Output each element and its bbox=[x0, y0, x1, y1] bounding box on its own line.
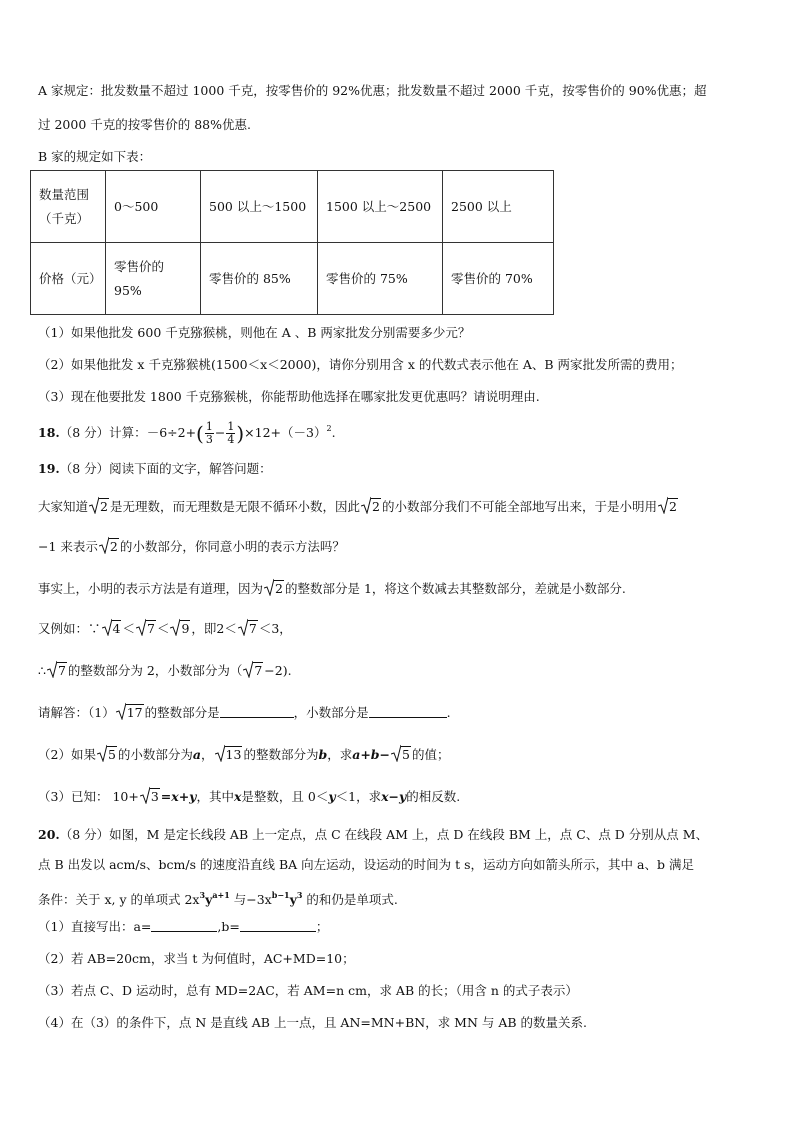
radicand: 7 bbox=[57, 663, 66, 678]
q19-l1-b: 是无理数，而无理数是无限不循环小数，因此 bbox=[109, 499, 360, 514]
q19-line-8 bbox=[38, 788, 460, 806]
radical-sign bbox=[102, 618, 112, 636]
q19-line-6 bbox=[38, 704, 451, 722]
answer-blank-integer-part[interactable] bbox=[220, 705, 294, 718]
price-0-line-2: 95% bbox=[114, 282, 142, 298]
q19-l6-a: 请解答：（1） bbox=[38, 705, 115, 720]
var-a: a bbox=[192, 747, 202, 762]
sqrt-7 bbox=[238, 620, 258, 638]
q20-l3-b: y bbox=[205, 892, 213, 907]
answer-blank-decimal-part[interactable] bbox=[369, 705, 447, 718]
q20-part-1 bbox=[38, 918, 328, 936]
q19-l5-c: −2). bbox=[264, 663, 292, 678]
radical-sign bbox=[170, 618, 180, 636]
q19-l8-e: 是整数，且 0＜ bbox=[241, 789, 329, 804]
table-cell-price-2: 零售价的 75% bbox=[318, 243, 443, 315]
q19-l1-c: 的小数部分我们不可能全部地写出来，于是小明用 bbox=[381, 499, 657, 514]
q19-l7-d: 的整数部分为 bbox=[243, 747, 319, 762]
var-x: x bbox=[233, 789, 242, 804]
q19-l5-a: ∴ bbox=[38, 663, 46, 678]
q20-l1: （8 分）如图，M 是定长线段 AB 上一定点，点 C 在线段 AM 上，点 D 在线段 BM 上，点 C、点 D 分别从点 M、 bbox=[59, 827, 709, 842]
radicand: 2 bbox=[275, 581, 283, 596]
radical-sign bbox=[136, 618, 146, 636]
q19-l4-a: 又例如：∵ bbox=[38, 621, 101, 636]
q19-l1-a: 大家知道 bbox=[38, 499, 89, 514]
q18-score: （8 分）计算： bbox=[59, 425, 147, 440]
sqrt-13 bbox=[215, 746, 243, 764]
q20-part-4: （4）在（3）的条件下，点 N 是直线 AB 上一点，且 AN=MN+BN，求 MN 与 AB 的数量关系. bbox=[38, 1015, 588, 1030]
q19-line-2 bbox=[38, 538, 345, 556]
sqrt-7 bbox=[47, 662, 67, 680]
q19-l6-b: 的整数部分是 bbox=[144, 705, 220, 720]
radicand: 3 bbox=[150, 789, 159, 804]
sqrt-2 bbox=[264, 580, 284, 598]
radicand: 2 bbox=[371, 499, 380, 514]
q20-p1-b: ,b= bbox=[217, 919, 240, 934]
radical-sign bbox=[264, 578, 274, 596]
q19-l6-c: ，小数部分是 bbox=[293, 705, 369, 720]
q20-part-2: （2）若 AB=20cm，求当 t 为何值时，AC+MD=10； bbox=[38, 951, 355, 966]
radical-sign bbox=[116, 702, 126, 720]
radicand: 9 bbox=[181, 621, 190, 636]
var-y: y bbox=[328, 789, 336, 804]
radical-sign bbox=[140, 786, 150, 804]
b-price-table bbox=[30, 170, 554, 315]
radical-sign bbox=[99, 536, 109, 554]
q20-l3-e: 的和仍是单项式. bbox=[302, 892, 398, 907]
radical-sign bbox=[361, 496, 371, 514]
header-label-line-1: 数量范围 bbox=[39, 186, 90, 202]
table-cell-range-2: 1500 以上～2500 bbox=[318, 171, 443, 243]
q18-expr-b: ×12+（－3） bbox=[244, 425, 327, 440]
q19-l8-a: （3）已知： bbox=[38, 789, 109, 804]
q19-l7-c: ， bbox=[201, 747, 214, 762]
table-cell-range-0: 0～500 bbox=[106, 171, 201, 243]
a-rule-line-1: A 家规定：批发数量不超过 1000 千克，按零售价的 92%优惠；批发数量不超过 2000 千克，按零售价的 90%优惠；超 bbox=[38, 83, 707, 98]
header-label-line-2: （千克） bbox=[39, 210, 90, 226]
answer-blank-b[interactable] bbox=[240, 919, 316, 932]
answer-blank-a[interactable] bbox=[151, 919, 217, 932]
q19-l8-b: 10+ bbox=[112, 789, 139, 804]
sqrt-7 bbox=[136, 620, 156, 638]
q19-number: 19. bbox=[38, 461, 60, 476]
q19-l4-e: 2＜ bbox=[216, 621, 237, 636]
expr-x-minus-y: x−y bbox=[381, 789, 407, 804]
q20-l3-sup1: 3 bbox=[199, 890, 206, 900]
q19-l6-d: . bbox=[446, 705, 451, 720]
q19-l4-b: ＜ bbox=[122, 621, 135, 636]
radicand: 7 bbox=[254, 663, 263, 678]
q19-line-7 bbox=[38, 746, 450, 764]
table-cell-price-1: 零售价的 85% bbox=[201, 243, 318, 315]
radicand: 5 bbox=[402, 747, 410, 762]
q18-line bbox=[38, 420, 336, 446]
q19-l7-e: ，求 bbox=[327, 747, 353, 762]
sqrt-2 bbox=[89, 498, 109, 516]
q18-minus: − bbox=[214, 425, 226, 440]
q19-line-4 bbox=[38, 620, 292, 638]
sqrt-17 bbox=[116, 704, 144, 722]
q18-close-paren: ) bbox=[236, 421, 245, 446]
q19-line-5 bbox=[38, 662, 292, 680]
q18-open-paren: ( bbox=[196, 421, 204, 446]
q19-l2-a: −1 来表示 bbox=[38, 539, 98, 554]
q19-l4-d: ，即 bbox=[191, 621, 217, 636]
a-rule-line-2: 过 2000 千克的按零售价的 88%优惠. bbox=[38, 117, 251, 132]
q19-header-line bbox=[38, 460, 272, 478]
sqrt-2 bbox=[658, 498, 678, 516]
frac1-numerator: 1 bbox=[205, 420, 213, 433]
q19-l4-c: ＜ bbox=[156, 621, 170, 636]
price-0-line-1: 零售价的 bbox=[114, 258, 165, 274]
q20-p1-a: （1）直接写出：a= bbox=[38, 919, 152, 934]
q18-fraction-1 bbox=[205, 421, 214, 446]
table-header-price: 价格（元） bbox=[31, 243, 106, 315]
table-row-price bbox=[31, 243, 554, 315]
q19-line-1 bbox=[38, 498, 679, 516]
q19-line-3 bbox=[38, 580, 626, 598]
radicand: 13 bbox=[225, 747, 242, 762]
q20-l3-sup2: a+1 bbox=[212, 890, 230, 900]
q20-line-1 bbox=[38, 826, 708, 844]
q19-l8-g: 的相反数. bbox=[406, 789, 461, 804]
q19-l8-d: ，其中 bbox=[196, 789, 234, 804]
q18-number: 18. bbox=[38, 425, 60, 440]
q18-expr-a: －6÷2+ bbox=[146, 425, 197, 440]
table-cell-range-1: 500 以上～1500 bbox=[201, 171, 318, 243]
frac1-denominator: 3 bbox=[205, 433, 213, 446]
radicand: 2 bbox=[109, 539, 118, 554]
q20-l3-a: 条件：关于 x, y 的单项式 2x bbox=[38, 892, 200, 907]
var-b: b bbox=[318, 747, 328, 762]
q19-header: （8 分）阅读下面的文字，解答问题： bbox=[59, 461, 272, 476]
q20-l3-c: 与−3x bbox=[229, 892, 272, 907]
table-cell-price-0 bbox=[106, 243, 201, 315]
b-rule-title: B 家的规定如下表： bbox=[38, 149, 152, 164]
sqrt-5 bbox=[391, 746, 411, 764]
radical-sign bbox=[658, 496, 668, 514]
radical-sign bbox=[215, 744, 225, 762]
sqrt-2 bbox=[99, 538, 119, 556]
frac2-numerator: 1 bbox=[227, 420, 235, 433]
q19-l7-b: 的小数部分为 bbox=[117, 747, 193, 762]
q17-part-2: （2）如果他批发 x 千克猕猴桃(1500＜x＜2000)，请你分别用含 x 的代数式表示他在 A、B 两家批发所需的费用； bbox=[38, 357, 683, 372]
radical-sign bbox=[243, 660, 253, 678]
q20-p1-c: ； bbox=[315, 919, 329, 934]
radicand: 7 bbox=[248, 621, 257, 636]
radicand: 17 bbox=[126, 705, 143, 720]
q18-fraction-2 bbox=[226, 421, 235, 446]
sqrt-9 bbox=[170, 620, 190, 638]
radicand: 7 bbox=[146, 621, 155, 636]
q19-l8-f: ＜1，求 bbox=[335, 789, 382, 804]
q19-l4-f: ＜3， bbox=[258, 621, 292, 636]
q19-l3-a: 事实上，小明的表示方法是有道理，因为 bbox=[38, 581, 264, 596]
sqrt-5 bbox=[97, 746, 117, 764]
table-cell-range-3: 2500 以上 bbox=[443, 171, 554, 243]
sqrt-3 bbox=[140, 788, 160, 806]
radicand: 5 bbox=[107, 747, 116, 762]
q20-line-3 bbox=[38, 886, 398, 909]
q20-number: 20. bbox=[38, 827, 60, 842]
radicand: 2 bbox=[100, 499, 108, 514]
table-header-quantity bbox=[31, 171, 106, 243]
q19-l2-b: 的小数部分，你同意小明的表示方法吗？ bbox=[119, 539, 345, 554]
radical-sign bbox=[97, 744, 107, 762]
q19-l7-a: （2）如果 bbox=[38, 747, 96, 762]
q20-l3-d: y bbox=[289, 892, 297, 907]
radical-sign bbox=[47, 660, 57, 678]
q20-line-2: 点 B 出发以 acm/s、bcm/s 的速度沿直线 BA 向左运动，设运动的时间为 t s，运动方向如箭头所示，其中 a、b 满足 bbox=[38, 857, 694, 872]
table-cell-price-3: 零售价的 70% bbox=[443, 243, 554, 315]
q20-l3-sup3: b−1 bbox=[271, 890, 290, 900]
expr-a-plus-b: a+b− bbox=[352, 747, 391, 762]
sqrt-7 bbox=[243, 662, 263, 680]
table-row-quantity bbox=[31, 171, 554, 243]
q17-part-1: （1）如果他批发 600 千克猕猴桃，则他在 A 、B 两家批发分别需要多少元？ bbox=[38, 325, 471, 340]
q19-l5-b: 的整数部分为 2，小数部分为（ bbox=[67, 663, 243, 678]
sqrt-2 bbox=[361, 498, 381, 516]
sqrt-4 bbox=[102, 620, 122, 638]
q19-l3-b: 的整数部分是 1，将这个数减去其整数部分，差就是小数部分. bbox=[284, 581, 626, 596]
radical-sign bbox=[238, 618, 248, 636]
frac2-denominator: 4 bbox=[227, 433, 235, 446]
q19-l7-f: 的值； bbox=[411, 747, 450, 762]
radical-sign bbox=[391, 744, 401, 762]
q18-exponent: 2 bbox=[326, 424, 332, 433]
q19-l8-c: =x+y bbox=[160, 789, 197, 804]
q18-end: . bbox=[331, 425, 336, 440]
radicand: 4 bbox=[112, 621, 121, 636]
q17-part-3: （3）现在他要批发 1800 千克猕猴桃，你能帮助他选择在哪家批发更优惠吗？请说明理由. bbox=[38, 389, 540, 404]
q20-part-3: （3）若点 C、D 运动时，总有 MD=2AC，若 AM=n cm，求 AB 的长；（用含 n 的式子表示） bbox=[38, 983, 578, 998]
q20-l3-sup4: 3 bbox=[296, 890, 303, 900]
radical-sign bbox=[89, 496, 99, 514]
radicand: 2 bbox=[668, 499, 677, 514]
